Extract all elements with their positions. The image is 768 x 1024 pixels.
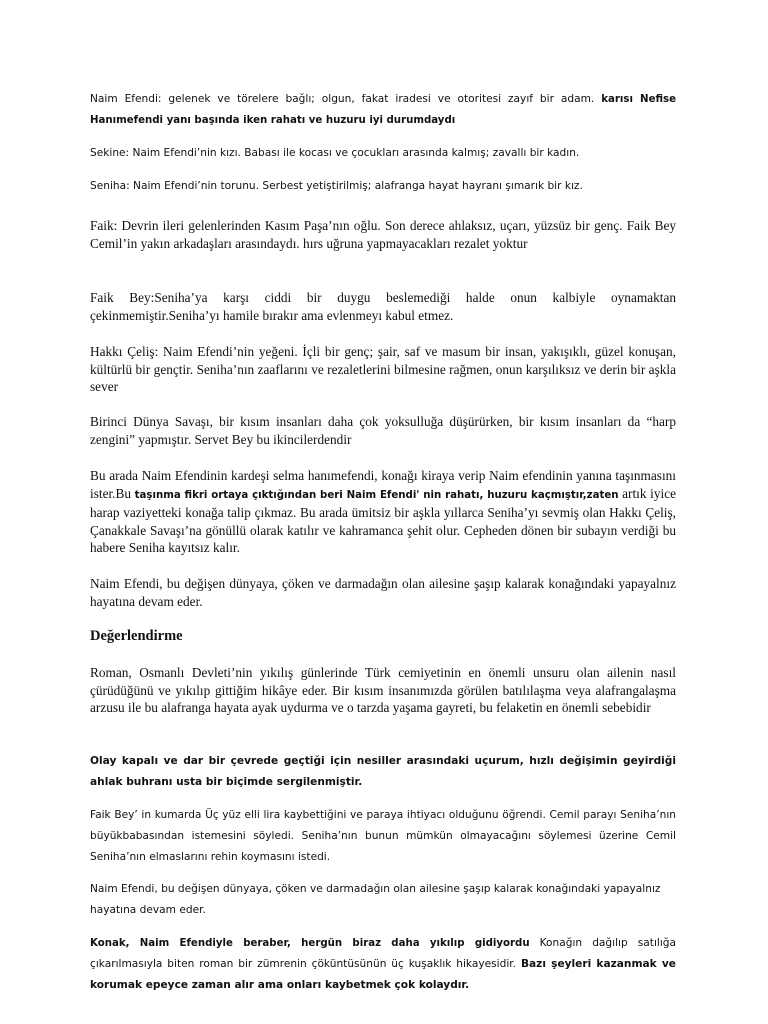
selma-bold-text: taşınma fikri ortaya çıktığından beri Naim Efendi' nin rahatı, huzuru kaçmıştır,zaten [134,489,619,501]
selma-text-end: artık iyice harap vaziyetteki konağa talip çıkmaz. Bu arada ümitsiz bir aşkla yıllarca Seniha’yı sevmiş olan Hakkı Çeliş, Çanakkale Savaşı’na gönüllü olarak katılır ve kahramanca şehit olur. Cepheden dönen bir subayın verdiği bu habere Seniha kayıtsız kalır. [90,485,676,555]
konak-bold-text: Konak, Naim Efendiyle beraber, hergün biraz daha yıkılıp gidiyordu [90,938,530,949]
paragraph-sekine: Sekine: Naim Efendi’nin kızı. Babası ile kocası ve çocukları arasında kalmış; zavallı bir kadın. [90,147,580,159]
paragraph-naim-efendi [90,89,676,131]
paragraph-faik: Faik: Devrin ileri gelenlerinden Kasım Paşa’nın oğlu. Son derece ahlaksız, uçarı, yüzsüz bir genç. Faik Bey Cemil’in yakın arkadaşları arasındaydı. hırs uğruna yapmayacakları rezalet yoktur [90,218,676,251]
paragraph-faik-bey: Faik Bey:Seniha’ya karşı ciddi bir duygu beslemediği halde onun kalbiyle oynamaktan çekinmemiştir.Seniha’yı hamile bırakır ama evlenmeyı kabul etmez. [90,290,676,323]
paragraph-selma-hanim [90,467,676,557]
paragraph-kumar: Faik Bey’ in kumarda Üç yüz elli lira kaybettiğini ve paraya ihtiyacı olduğunu öğrendi. Cemil parayı Seniha’nın büyükbabasından istemesini söyledi. Seniha’nın bunun mümkün olmayacağını söylemesi üzerine Cemil Seniha’nın elmaslarını rehin koymasını istedi. [90,809,676,863]
paragraph-olay: Olay kapalı ve dar bir çevrede geçtiği için nesiller arasındaki uçurum, hızlı değişimin geyirdiği ahlak buhranı usta bir biçimde sergilenmiştir. [90,755,676,788]
paragraph-evaluation: Roman, Osmanlı Devleti’nin yıkılış günlerinde Türk cemiyetinin en önemli unsuru olan ailenin nasıl çürüdüğünü ve yıkılıp gittiğim hikâye eder. Bir kısım insanımızda görülen batılılaşma veya alafrangalaşma arzusu ile bu alafranga hayata ayak uydurma ve o tarzda yaşama gayreti, bu felaketin en önemli sebebidir [90,665,676,715]
konak-text: Konağın dağılıp satılığa çıkarılmasıyla biten roman bir zümrenin çöküntüsünün üç kuşaklık hikayesidir. [90,937,676,970]
naim-efendi-bold-note: karısı Nefise Hanımefendi yanı başında iken rahatı ve huzuru iyi durumdaydı [90,94,677,126]
paragraph-naim-lonely-2: Naim Efendi, bu değişen dünyaya, çöken ve darmadağın olan ailesine şaşıp kalarak konağındaki yapayalnız hayatına devam eder. [90,883,661,916]
selma-text-start: Bu arada Naim Efendinin kardeşi selma hanımefendi, konağı kiraya verip Naim efendinin yanına taşınmasını ister.Bu [90,468,676,501]
paragraph-seniha: Seniha: Naim Efendi’nin torunu. Serbest yetiştirilmiş; alafranga hayat hayranı şımarık bir kız. [90,180,583,192]
paragraph-world-war: Birinci Dünya Savaşı, bir kısım insanları daha çok yoksulluğa düşürürken, bir kısım insanları da “harp zengini” yapmıştır. Servet Bey bu ikincilerdendir [90,414,676,447]
konak-closing-bold: Bazı şeyleri kazanmak ve korumak epeyce zaman alır ama onları kaybetmek çok kolaydır. [90,958,676,991]
paragraph-naim-lonely-1: Naim Efendi, bu değişen dünyaya, çöken ve darmadağın olan ailesine şaşıp kalarak konağındaki yapayalnız hayatına devam eder. [90,576,676,609]
paragraph-konak [90,933,676,996]
paragraph-hakki-celis: Hakkı Çeliş: Naim Efendi’nin yeğeni. İçli bir genç; şair, saf ve masum bir insan, yakışıklı, güzel konuşan, kültürlü bir gençtir. Seniha’nın zaaflarını ve rezaletlerini bilmesine rağmen, onun karşılıksız ve derin bir aşkla sever [90,344,676,394]
section-heading-degerlendirme: Değerlendirme [90,628,183,644]
naim-efendi-description: Naim Efendi: gelenek ve törelere bağlı; olgun, fakat iradesi ve otoritesi zayıf bir adam. [90,93,595,105]
